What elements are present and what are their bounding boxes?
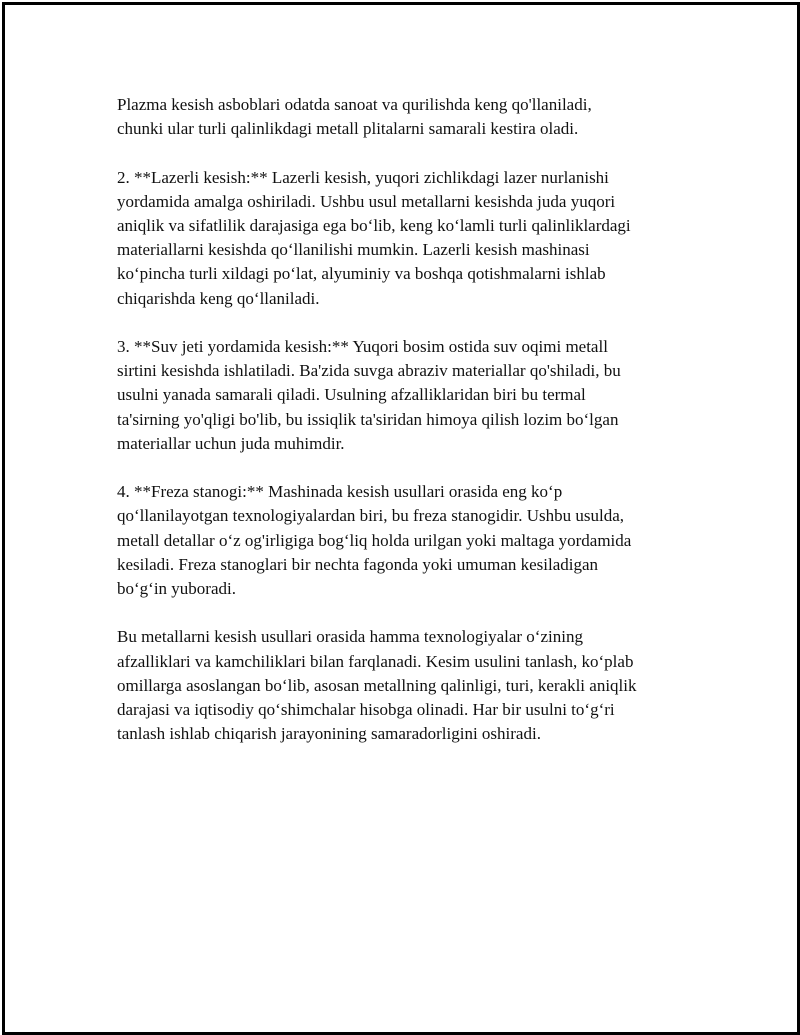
text-line: sirtini kesishda ishlatiladi. Ba'zida suvga abraziv materiallar qo'shiladi, bu (117, 361, 621, 381)
text-line: chiqarishda keng qo‘llaniladi. (117, 288, 320, 308)
paragraph-plasma-cutting (117, 93, 677, 141)
text-line: kesiladi. Freza stanoglari bir nechta fagonda yoki umuman kesiladigan (117, 554, 599, 574)
paragraph-milling-machine (117, 480, 677, 601)
paragraph-conclusion (117, 625, 677, 746)
text-line: ta'sirning yo'qligi bo'lib, bu issiqlik ta'siridan himoya qilish lozim bo‘lgan (117, 409, 619, 429)
text-line: Plazma kesish asboblari odatda sanoat va qurilishda keng qo'llaniladi, (117, 95, 592, 114)
text-line: usulni yanada samarali qiladi. Usulning afzalliklaridan biri bu termal (117, 385, 586, 405)
text-line: materiallar uchun juda muhimdir. (117, 433, 345, 453)
text-line: tanlash ishlab chiqarish jarayonining samaradorligini oshiradi. (117, 724, 541, 744)
text-line: qo‘llanilayotgan texnologiyalardan biri, bu freza stanogidir. Ushbu usulda, (117, 506, 625, 526)
text-line: darajasi va iqtisodiy qo‘shimchalar hisobga olinadi. Har bir usulni to‘g‘ri (117, 700, 615, 720)
paragraph-laser-cutting (117, 166, 677, 311)
text-line: materiallarni kesishda qo‘llanilishi mumkin. Lazerli kesish mashinasi (117, 240, 590, 260)
text-line: bo‘g‘in yuboradi. (117, 579, 236, 599)
document-body (117, 93, 677, 771)
text-line: 3. **Suv jeti yordamida kesish:** Yuqori bosim ostida suv oqimi metall (117, 337, 608, 356)
text-line: omillarga asoslangan bo‘lib, asosan metallning qalinligi, turi, kerakli aniqlik (117, 675, 637, 695)
text-line: metall detallar o‘z og'irligiga bog‘liq holda urilgan yoki maltaga yordamida (117, 530, 632, 550)
text-line: Bu metallarni kesish usullari orasida hamma texnologiyalar o‘zining (117, 627, 583, 647)
text-line: 2. **Lazerli kesish:** Lazerli kesish, yuqori zichlikdagi lazer nurlanishi (117, 167, 609, 187)
text-line: afzalliklari va kamchiliklari bilan farqlanadi. Kesim usulini tanlash, ko‘plab (117, 651, 634, 671)
paragraph-waterjet-cutting (117, 335, 677, 456)
text-line: chunki ular turli qalinlikdagi metall plitalarni samarali kestira oladi. (117, 119, 579, 139)
text-line: yordamida amalga oshiriladi. Ushbu usul metallarni kesishda juda yuqori (117, 191, 616, 211)
text-line: ko‘pincha turli xildagi po‘lat, alyuminiy va boshqa qotishmalarni ishlab (117, 264, 606, 284)
text-line: aniqlik va sifatlilik darajasiga ega bo‘lib, keng ko‘lamli turli qalinliklardagi (117, 216, 631, 235)
text-line: 4. **Freza stanogi:** Mashinada kesish usullari orasida eng ko‘p (117, 482, 563, 502)
